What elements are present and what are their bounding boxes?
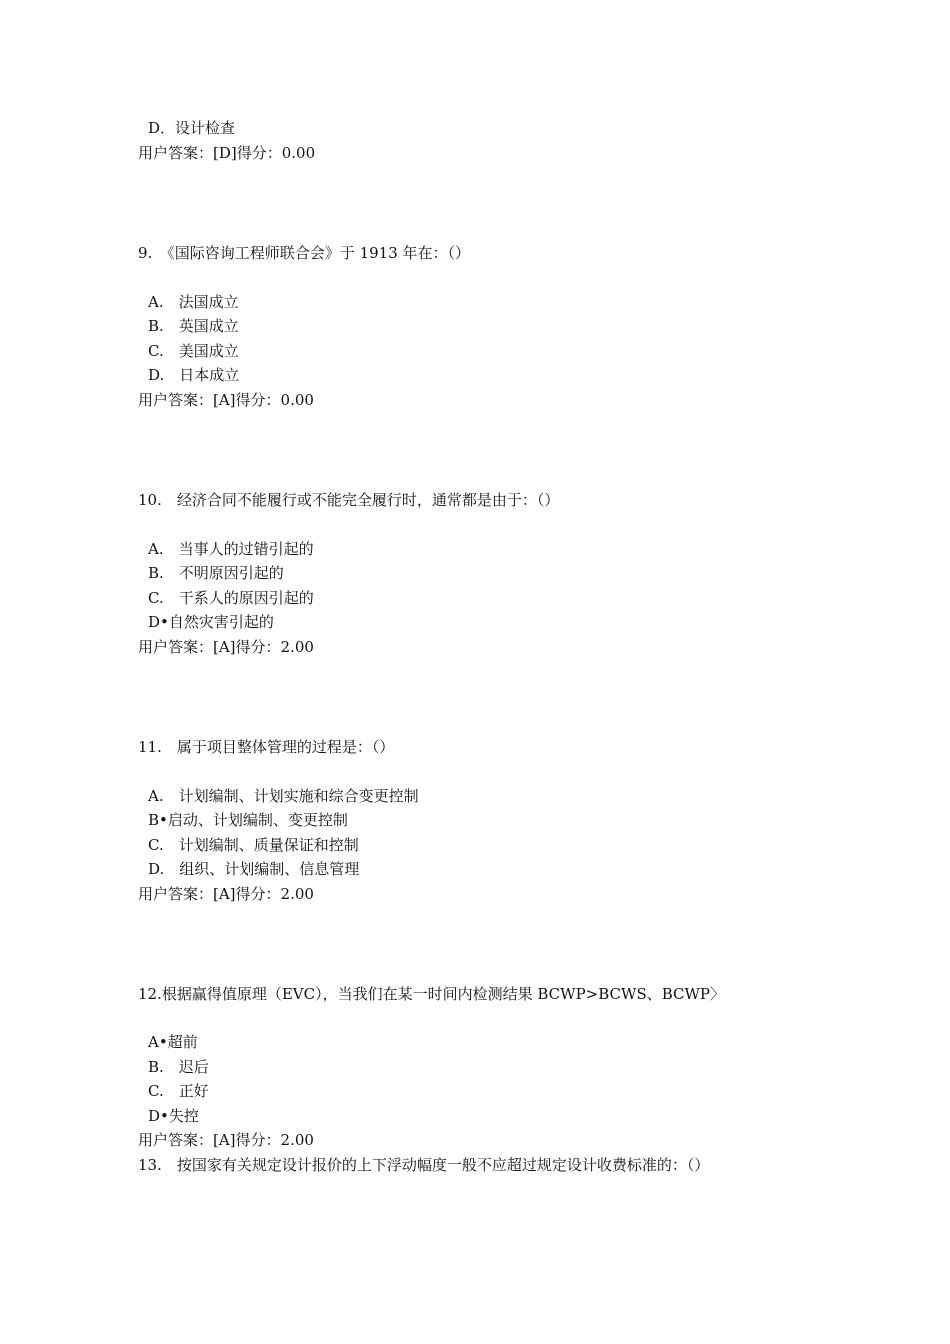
q10-option-a: A. 当事人的过错引起的 [148, 540, 314, 558]
q11-question: 11. 属于项目整体管理的过程是：（） [138, 738, 395, 756]
q12-option-c: C. 正好 [148, 1082, 209, 1100]
q12-option-d: D•失控 [148, 1107, 199, 1125]
q10-option-d: D•自然灾害引起的 [148, 613, 274, 631]
q10-option-b: B. 不明原因引起的 [148, 564, 284, 582]
q10-user-answer: 用户答案：[A]得分：2.00 [138, 638, 314, 656]
q12-option-a: A•超前 [148, 1033, 198, 1051]
q10-option-c: C. 干系人的原因引起的 [148, 589, 314, 607]
q9-option-a: A. 法国成立 [148, 293, 239, 311]
q8-option-d: D．设计检查 [148, 119, 236, 137]
q12-question: 12.根据赢得值原理（EVC），当我们在某一时间内检测结果 BCWP>BCWS、BCWP〉 [138, 985, 726, 1003]
q9-option-d: D. 日本成立 [148, 366, 240, 384]
q10-question: 10. 经济合同不能履行或不能完全履行时，通常都是由于：（） [138, 491, 560, 509]
q12-option-b: B. 迟后 [148, 1058, 209, 1076]
q9-user-answer: 用户答案：[A]得分：0.00 [138, 391, 314, 409]
q11-option-b: B•启动、计划编制、变更控制 [148, 811, 348, 829]
q8-user-answer: 用户答案：[D]得分：0.00 [138, 144, 316, 162]
q11-option-d: D. 组织、计划编制、信息管理 [148, 860, 360, 878]
q9-option-c: C. 美国成立 [148, 342, 239, 360]
q12-user-answer: 用户答案：[A]得分：2.00 [138, 1131, 314, 1149]
q11-option-c: C. 计划编制、质量保证和控制 [148, 836, 359, 854]
q11-user-answer: 用户答案：[A]得分：2.00 [138, 885, 314, 903]
q9-question: 9. 《国际咨询工程师联合会》于 1913 年在：（） [138, 244, 471, 262]
q13-question: 13. 按国家有关规定设计报价的上下浮动幅度一般不应超过规定设计收费标准的：（） [138, 1156, 710, 1174]
q9-option-b: B. 英国成立 [148, 317, 239, 335]
q11-option-a: A. 计划编制、计划实施和综合变更控制 [148, 787, 419, 805]
